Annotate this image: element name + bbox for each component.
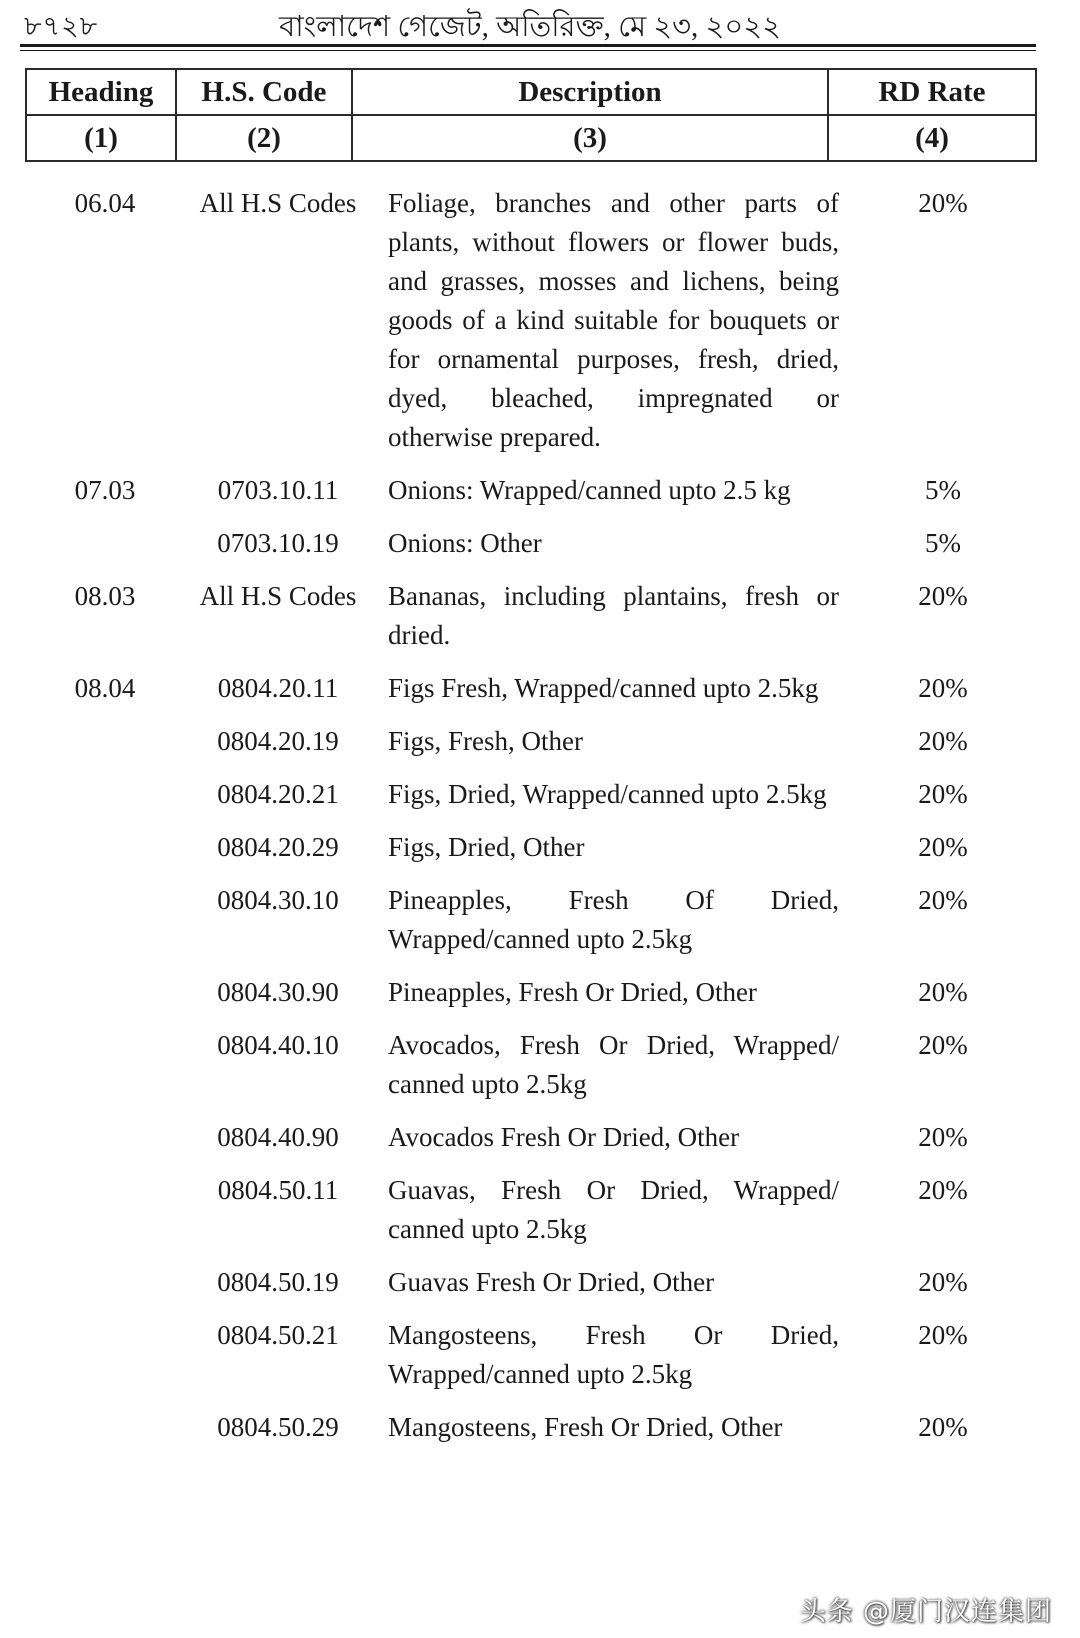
table-row: [25, 722, 1035, 761]
row-rd-rate: 20%: [918, 885, 968, 915]
row-hs-code: 0804.40.10: [217, 1030, 339, 1060]
row-description: Figs, Fresh, Other: [388, 726, 583, 756]
table-row: [25, 1408, 1035, 1447]
row-description: Pineapples, Fresh Of Dried, Wrapped/canned upto 2.5kg: [388, 885, 839, 954]
row-hs-code: 0703.10.11: [217, 475, 339, 505]
row-description: Avocados Fresh Or Dried, Other: [388, 1122, 740, 1152]
row-description: Figs, Dried, Wrapped/canned upto 2.5kg: [388, 779, 827, 809]
row-hs-code: 0804.30.10: [217, 885, 339, 915]
row-description: Figs, Dried, Other: [388, 832, 585, 862]
row-rd-rate: 20%: [918, 832, 968, 862]
row-description: Pineapples, Fresh Or Dried, Other: [388, 977, 757, 1007]
row-rd-rate: 20%: [918, 1267, 968, 1297]
table-row: [25, 184, 1035, 457]
table-row: [25, 471, 1035, 510]
row-hs-code: 0703.10.19: [217, 528, 339, 558]
row-rd-rate: 20%: [918, 1320, 968, 1350]
row-rd-rate: 20%: [918, 673, 968, 703]
row-rd-rate: 20%: [918, 1030, 968, 1060]
header-rule-thin: [20, 50, 1036, 51]
table-row: [25, 775, 1035, 814]
row-heading: [25, 1316, 185, 1394]
row-hs-code: 0804.50.21: [217, 1320, 339, 1350]
row-rd-rate: 5%: [925, 475, 961, 505]
table-row: [25, 881, 1035, 959]
table-row: [25, 1316, 1035, 1394]
row-description: Guavas Fresh Or Dried, Other: [388, 1267, 715, 1297]
table-row: [25, 973, 1035, 1012]
column-number-3: (3): [352, 115, 828, 161]
column-number-row: [26, 115, 1036, 161]
row-heading: [25, 828, 185, 867]
row-heading: 08.03: [74, 581, 136, 611]
row-description: Guavas, Fresh Or Dried, Wrapped/ canned upto 2.5kg: [388, 1175, 839, 1244]
row-heading: [25, 1026, 185, 1104]
row-heading: [25, 775, 185, 814]
row-rd-rate: 20%: [918, 1412, 968, 1442]
row-hs-code: All H.S Codes: [199, 188, 357, 218]
row-heading: 07.03: [74, 475, 136, 505]
row-heading: [25, 1408, 185, 1447]
row-heading: [25, 722, 185, 761]
table-row: [25, 1263, 1035, 1302]
column-title-rd-rate: RD Rate: [828, 69, 1036, 115]
table-header: [25, 68, 1037, 162]
row-hs-code: 0804.50.19: [217, 1267, 339, 1297]
row-heading: 06.04: [74, 188, 136, 218]
column-title-description: Description: [352, 69, 828, 115]
row-heading: [25, 1171, 185, 1249]
watermark: 头条 @厦门汉连集团: [799, 1597, 1052, 1627]
column-number-1: (1): [26, 115, 176, 161]
table-row: [25, 1118, 1035, 1157]
row-description: Bananas, including plantains, fresh or dried.: [388, 581, 839, 650]
table-row: [25, 524, 1035, 563]
row-heading: [25, 881, 185, 959]
table-row: [25, 669, 1035, 708]
row-description: Mangosteens, Fresh Or Dried, Wrapped/canned upto 2.5kg: [388, 1320, 839, 1389]
row-rd-rate: 20%: [918, 779, 968, 809]
column-title-heading: Heading: [26, 69, 176, 115]
row-rd-rate: 20%: [918, 581, 968, 611]
column-number-4: (4): [828, 115, 1036, 161]
column-title-row: [26, 69, 1036, 115]
row-heading: [25, 973, 185, 1012]
row-description: Avocados, Fresh Or Dried, Wrapped/ canned upto 2.5kg: [388, 1030, 839, 1099]
row-hs-code: All H.S Codes: [199, 581, 357, 611]
table-row: [25, 828, 1035, 867]
row-heading: [25, 1263, 185, 1302]
table-row: [25, 577, 1035, 655]
row-rd-rate: 20%: [918, 1175, 968, 1205]
row-hs-code: 0804.50.11: [217, 1175, 339, 1205]
column-title-hs-code: H.S. Code: [176, 69, 352, 115]
row-heading: [25, 524, 185, 563]
row-rd-rate: 20%: [918, 726, 968, 756]
row-description: Mangosteens, Fresh Or Dried, Other: [388, 1412, 783, 1442]
row-hs-code: 0804.30.90: [217, 977, 339, 1007]
row-heading: [25, 1118, 185, 1157]
page-header: [24, 0, 1036, 48]
running-title: বাংলাদেশ গেজেট, অতিরিক্ত, মে ২৩, ২০২২: [279, 11, 781, 43]
row-heading: 08.04: [74, 673, 136, 703]
row-hs-code: 0804.20.19: [217, 726, 339, 756]
row-hs-code: 0804.20.11: [217, 673, 339, 703]
row-rd-rate: 20%: [918, 188, 968, 218]
row-hs-code: 0804.20.29: [217, 832, 339, 862]
row-rd-rate: 5%: [925, 528, 961, 558]
row-rd-rate: 20%: [918, 1122, 968, 1152]
row-description: Onions: Other: [388, 528, 542, 558]
row-description: Onions: Wrapped/canned upto 2.5 kg: [388, 475, 791, 505]
header-rule-thick: [20, 44, 1036, 47]
table-row: [25, 1026, 1035, 1104]
row-hs-code: 0804.50.29: [217, 1412, 339, 1442]
row-hs-code: 0804.20.21: [217, 779, 339, 809]
row-rd-rate: 20%: [918, 977, 968, 1007]
row-hs-code: 0804.40.90: [217, 1122, 339, 1152]
row-description: Foliage, branches and other parts of plants, without flowers or flower buds, and grasses, mosses and lichens, being goods of a kind suitable for bouquets or for ornamental purposes, fresh, dried, dyed, bleached, impregnated or otherwise prepared.: [388, 188, 839, 452]
page-number: ৮৭২৮: [24, 11, 99, 41]
table-body: [25, 184, 1035, 1461]
row-description: Figs Fresh, Wrapped/canned upto 2.5kg: [388, 673, 819, 703]
column-number-2: (2): [176, 115, 352, 161]
table-row: [25, 1171, 1035, 1249]
